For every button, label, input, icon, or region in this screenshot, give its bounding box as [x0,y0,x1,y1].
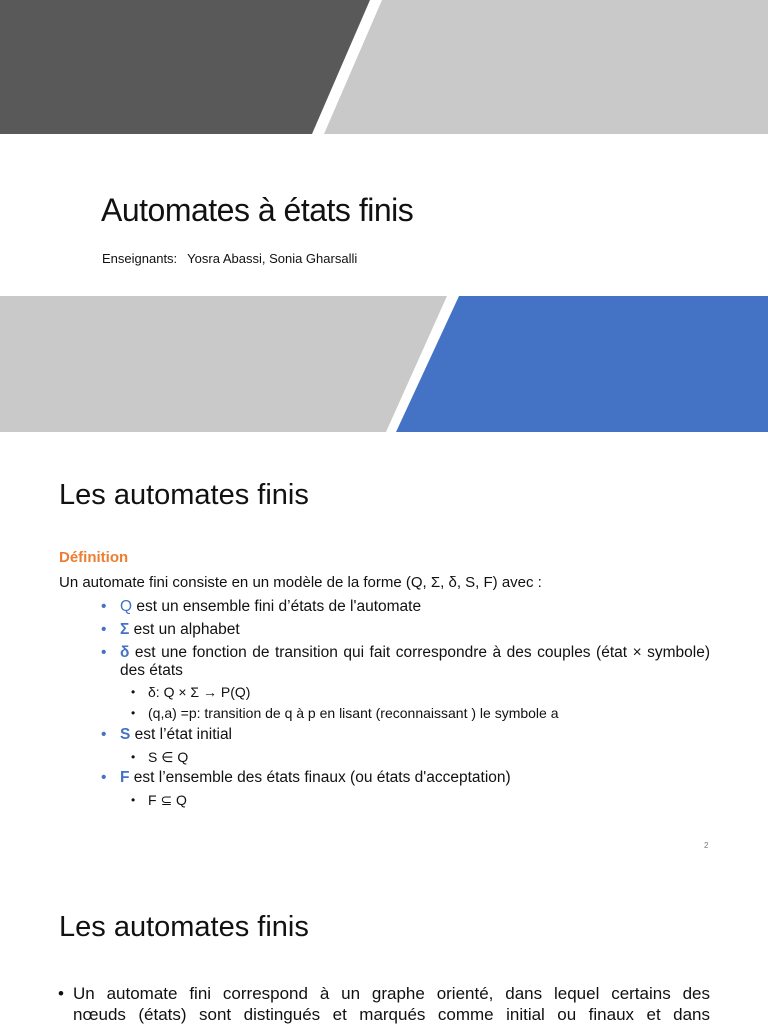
slide-title: Les automates finis [59,479,309,511]
bullet-text-line-2: nœuds (états) sont distingués et marqués comme initial ou finaux et dans [73,1005,710,1024]
sub-bullet-f [131,792,187,809]
bullet-text: est un ensemble fini d’états de l'automate [132,598,422,615]
top-banner-graphic [0,0,768,134]
bullet-text: est une fonction de transition qui fait correspondre à des couples (état × symbole) des états [120,644,710,679]
bullet-symbol: Σ [120,621,130,638]
graph-bullet [58,983,710,1024]
sub-bullet-delta-transition [131,705,559,722]
definition-intro: Un automate fini consiste en un modèle de la forme (Q, Σ, δ, S, F) avec : [59,574,542,591]
bullet-delta [101,644,710,680]
bullet-symbol: Q [120,598,133,615]
title-slide [0,0,768,432]
bullet-text: est l’état initial [130,726,233,743]
sub-bullet-text: δ: Q × Σ → P(Q) [148,684,251,700]
sub-bullet-dot-icon: • [131,685,136,699]
sub-bullet-dot-icon: • [131,750,136,764]
teachers-names: Yosra Abassi, Sonia Gharsalli [187,251,358,266]
bullet-dot-icon: • [101,644,107,661]
definition-slide [0,432,768,864]
bullet-symbol: F [120,769,130,786]
bullet-dot-icon: • [101,726,107,743]
top-banner-light-shape [324,0,768,134]
bullet-dot-icon: • [101,769,107,786]
bottom-banner-light-shape [0,296,447,432]
bottom-banner-blue-shape [396,296,768,432]
sub-bullet-text: S ∈ Q [148,749,189,765]
sub-bullet-text: (q,a) =p: transition de q à p en lisant (reconnaissant ) le symbole a [148,705,559,721]
bullet-text: est un alphabet [129,621,240,638]
bullet-text-line-1: Un automate fini correspond à un graphe orienté, dans lequel certains des [73,984,710,1003]
slide-title: Les automates finis [59,911,309,943]
bullet-f [101,769,710,787]
page-number: 2 [704,841,709,850]
bullet-symbol: δ [120,644,130,661]
bullet-symbol: S [120,726,131,743]
sub-bullet-text: F ⊆ Q [148,792,187,808]
bullet-s [101,726,710,744]
sub-bullet-dot-icon: • [131,706,136,720]
bullet-text: est l’ensemble des états finaux (ou états d'acceptation) [129,769,511,786]
bullet-q [101,598,710,616]
sub-bullet-s [131,749,189,766]
bullet-dot-icon: • [101,621,107,638]
teachers-label: Enseignants: [102,251,178,266]
bullet-sigma [101,621,710,639]
graph-description-slide [0,864,768,1024]
presentation-title: Automates à états finis [101,192,414,228]
bullet-dot-icon: • [58,984,64,1003]
bottom-banner-graphic [0,296,768,432]
teachers-line [102,251,357,266]
bullet-dot-icon: • [101,598,107,615]
definition-heading: Définition [59,549,129,566]
sub-bullet-delta-signature [131,684,251,701]
sub-bullet-dot-icon: • [131,793,136,807]
top-banner-dark-shape [0,0,370,134]
